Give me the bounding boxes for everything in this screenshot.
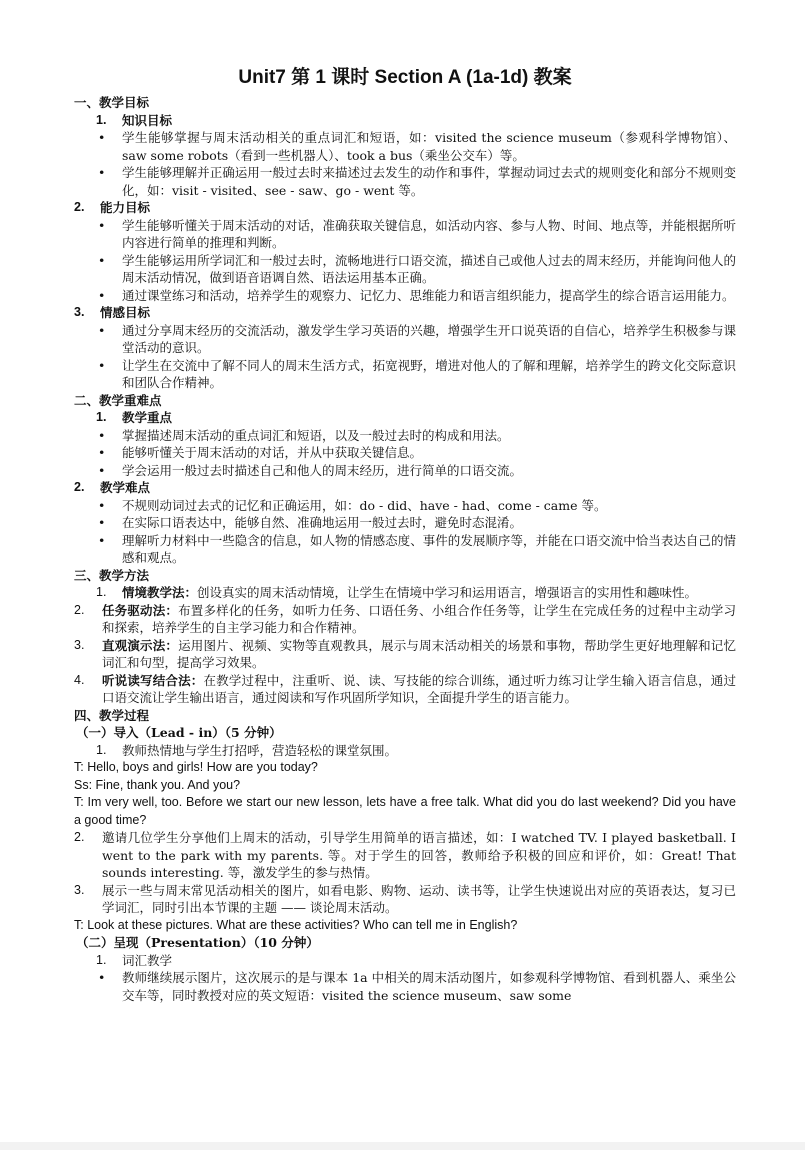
step-item: 2. 邀请几位学生分享他们上周末的活动，引导学生用简单的语言描述，如：I watched TV. I played basketball. I went to the park with my parents. 等。对于学生的回答，教师给予积极的回应和评价，如：Great! That sounds interesting. 等，激发学生的参与热情。 — [74, 830, 736, 880]
method-item: 1. 情境教学法：创设真实的周末活动情境，让学生在情境中学习和运用语言，增强语言的实用性和趣味性。 — [96, 585, 698, 600]
bullet-item: • 掌握描述周末活动的重点词汇和短语，以及一般过去时的构成和用法。 — [98, 427, 510, 443]
step-item: 1. 词汇教学 — [96, 952, 173, 968]
step-item: 3. 展示一些与周末常见活动相关的图片，如看电影、购物、运动、读书等，让学生快速说出对应的英语表达，复习已学词汇，同时引出本节课的主题 —— 谈论周末活动。 — [74, 882, 736, 915]
subsection-heading: 1. 知识目标 — [96, 112, 173, 128]
bullet-item: • 不规则动词过去式的记忆和正确运用，如：do - did、have - had、come - came 等。 — [98, 497, 607, 513]
section-heading: 三、教学方法 — [74, 567, 150, 583]
bullet-item: • 学生能够运用所学词汇和一般过去时，流畅地进行口语交流，描述自己或他人过去的周末经历，并能询问他人的周末活动情况，做到语音语调自然、语法运用基本正确。 — [98, 252, 736, 285]
bullet-item: • 理解听力材料中一些隐含的信息，如人物的情感态度、事件的发展顺序等，并能在口语交流中恰当表达自己的情感和观点。 — [98, 532, 736, 565]
method-item: 4. 听说读写结合法：在教学过程中，注重听、说、读、写技能的综合训练，通过听力练习让学生输入语言信息，通过口语交流让学生输出语言，通过阅读和写作巩固所学知识，全面提升学生的语言能力。 — [74, 672, 736, 705]
bullet-icon: • — [98, 217, 106, 233]
bullet-item: • 学生能够听懂关于周末活动的对话，准确获取关键信息，如活动内容、参与人物、时间、地点等，并能根据所听内容进行简单的推理和判断。 — [98, 217, 736, 250]
bullet-item: • 让学生在交流中了解不同人的周末生活方式，拓宽视野，增进对他人的了解和理解，培养学生的跨文化交际意识和团队合作精神。 — [98, 357, 736, 390]
page-title: Unit7 第 1 课时 Section A (1a-1d) 教案 — [238, 67, 572, 88]
bullet-icon: • — [98, 497, 106, 513]
step-item: 1. 教师热情地与学生打招呼，营造轻松的课堂氛围。 — [96, 742, 398, 758]
bullet-icon: • — [98, 252, 106, 268]
bullet-icon: • — [98, 462, 106, 478]
dialogue-line: Ss: Fine, thank you. And you? — [74, 777, 241, 792]
bullet-item: • 在实际口语表达中，能够自然、准确地运用一般过去时，避免时态混淆。 — [98, 515, 523, 530]
section-heading: 一、教学目标 — [74, 95, 150, 110]
bullet-icon: • — [98, 515, 106, 530]
bullet-item: • 学生能够掌握与周末活动相关的重点词汇和短语，如：visited the science museum（参观科学博物馆）、saw some robots（看到一些机器人）、took a bus（乘坐公交车）等。 — [98, 130, 736, 163]
bullet-icon: • — [98, 130, 106, 145]
section-heading: 二、教学重难点 — [74, 392, 162, 408]
subsection-heading: 2. 能力目标 — [74, 200, 151, 215]
step-heading: （二）呈现（Presentation）（10 分钟） — [76, 935, 319, 950]
dialogue-line: T: Look at these pictures. What are these activities? Who can tell me in English? — [74, 917, 518, 932]
bullet-icon: • — [98, 532, 106, 548]
bullet-icon: • — [98, 970, 106, 985]
bullet-item: • 学生能够理解并正确运用一般过去时来描述过去发生的动作和事件，掌握动词过去式的规则变化和部分不规则变化，如：visit - visited、see - saw、go - went 等。 — [98, 165, 736, 198]
subsection-heading: 3. 情感目标 — [74, 305, 151, 320]
bullet-item: • 通过课堂练习和活动，培养学生的观察力、记忆力、思维能力和语言组织能力，提高学生的综合语言运用能力。 — [98, 287, 735, 303]
step-heading: （一）导入（Lead - in）（5 分钟） — [76, 725, 282, 740]
bullet-item: • 教师继续展示图片，这次展示的是与课本 1a 中相关的周末活动图片，如参观科学博物馆、看到机器人、乘坐公交车等，同时教授对应的英文短语：visited the science museum、saw some — [98, 970, 736, 1003]
dialogue-line: T: Hello, boys and girls! How are you today? — [74, 760, 318, 774]
section-heading: 四、教学过程 — [74, 707, 150, 723]
dialogue-line: T: Im very well, too. Before we start our new lesson, lets have a free talk. What did you do last weekend? Did you have a good time? — [74, 795, 736, 827]
bullet-item: • 通过分享周末经历的交流活动，激发学生学习英语的兴趣，增强学生开口说英语的自信心，培养学生积极参与课堂活动的意识。 — [98, 322, 736, 355]
bullet-icon: • — [98, 287, 106, 303]
subsection-heading: 1. 教学重点 — [96, 410, 173, 425]
method-item: 3. 直观演示法：运用图片、视频、实物等直观教具，展示与周末活动相关的场景和事物，帮助学生更好地理解和记忆词汇和句型，提高学习效果。 — [74, 637, 736, 670]
bullet-item: • 学会运用一般过去时描述自己和他人的周末经历，进行简单的口语交流。 — [98, 462, 523, 478]
subsection-heading: 2. 教学难点 — [74, 480, 151, 495]
method-item: 2. 任务驱动法：布置多样化的任务，如听力任务、口语任务、小组合作任务等，让学生在完成任务的过程中主动学习和探索，培养学生的自主学习能力和合作精神。 — [74, 602, 736, 635]
bullet-icon: • — [98, 165, 106, 180]
bullet-icon: • — [98, 445, 106, 460]
document-body — [74, 64, 736, 1004]
bullet-icon: • — [98, 357, 106, 373]
bullet-item: • 能够听懂关于周末活动的对话，并从中获取关键信息。 — [98, 445, 423, 460]
bullet-icon: • — [98, 427, 106, 443]
bullet-icon: • — [98, 322, 106, 338]
